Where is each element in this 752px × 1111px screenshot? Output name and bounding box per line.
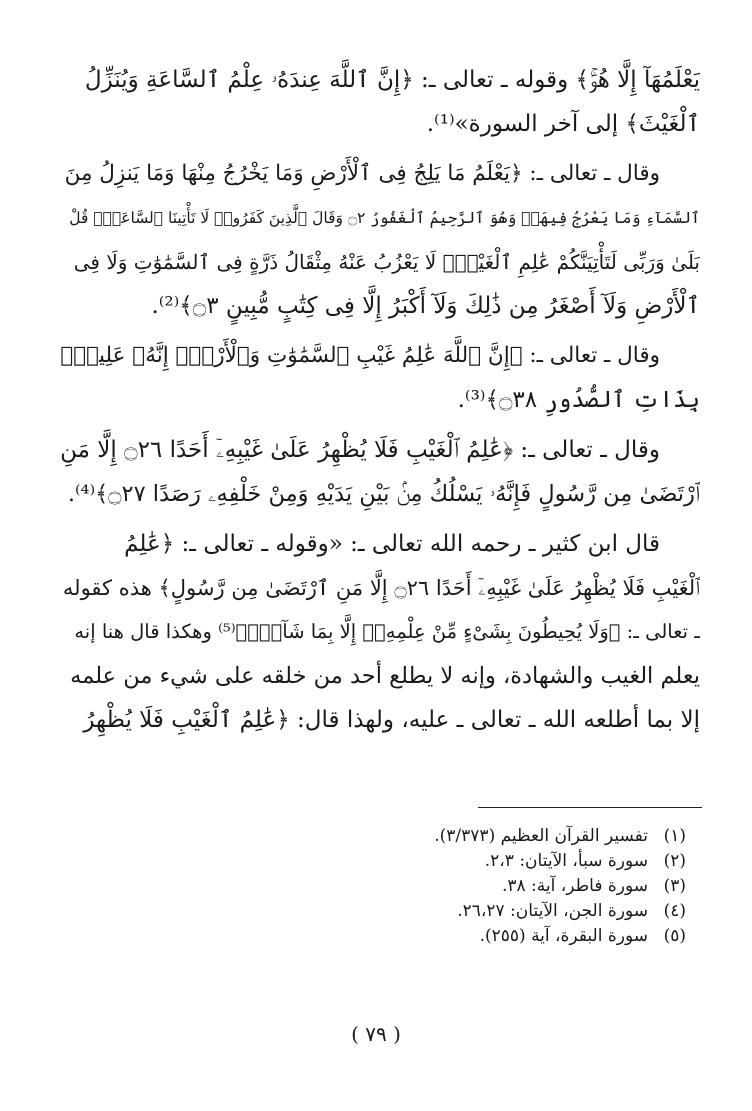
text-line: ٱرْتَضَىٰ مِن رَّسُولٍ فَإِنَّهُۥ يَسْلُكُ مِنۢ بَيْنِ يَدَيْهِ وَمِنْ خَلْفِهِۦ رَصَدًا ۝٢٧﴾⁽⁴⁾. [67, 481, 700, 507]
page-number: ( ٧٩ ) [351, 1022, 401, 1046]
text-line: بَلَىٰ وَرَبِّى لَتَأْتِيَنَّكُمْ عَٰلِمِ ٱلْغَيْبِۖ لَا يَعْزُبُ عَنْهُ مِثْقَالُ ذَرَّةٍ فِى ٱلسَّمَٰوَٰتِ وَلَا فِى [73, 250, 700, 274]
text-line: ٱلْغَيْبِ فَلَا يُظْهِرُ عَلَىٰ غَيْبِهِۦٓ أَحَدًا ۝٢٦ إِلَّا مَنِ ٱرْتَضَىٰ مِن رَّسُولٍ﴾ هذه كقوله [62, 576, 700, 600]
text-line: ٱلسَّمَآءِ وَمَا يَعْرُجُ فِيهَاۚ وَهُوَ ٱلرَّحِيمُ ٱلْغَفُورُ ۝٢ وَقَالَ ٱلَّذِينَ كَفَرُوا۟ لَا تَأْتِينَا ٱلسَّاعَةُۖ قُلْ [69, 209, 700, 227]
footnote-text: سورة فاطر، آية: ٣٨. [501, 876, 648, 896]
text-line: يعلم الغيب والشهادة، وإنه لا يطلع أحد من خلقه على شيء من علمه [70, 663, 700, 689]
footnote-number: (٢) [663, 851, 686, 871]
footnote-item [60, 924, 700, 949]
paragraph-3 [60, 334, 700, 422]
footnote-text: سورة البقرة، آية (٢٥٥). [479, 926, 648, 946]
text-line: بِذَاتِ ٱلصُّدُورِ ۝٣٨﴾⁽³⁾. [457, 387, 700, 413]
footnote-number: (٤) [663, 901, 686, 921]
text-line: إلا بما أطلعه الله ـ تعالى ـ عليه، ولهذا قال: ﴿عَٰلِمُ ٱلْغَيْبِ فَلَا يُظْهِرُ [83, 707, 700, 733]
text-line: ٱلْأَرْضِ وَلَآ أَصْغَرُ مِن ذَٰلِكَ وَلَآ أَكْبَرُ إِلَّا فِى كِتَٰبٍ مُّبِينٍ ۝٣﴾⁽²⁾. [151, 293, 700, 319]
footnote-divider [478, 807, 702, 808]
footnote-text: سورة الجن، الآيتان: ٢٦،٢٧. [457, 901, 648, 921]
paragraph-5 [60, 522, 700, 742]
text-line: وقال ـ تعالى ـ: ﴿إِنَّ ٱللَّهَ عَٰلِمُ غَيْبِ ٱلسَّمَٰوَٰتِ وَٱلْأَرْضِۚ إِنَّهُۥ عَلِيمٌۢ [60, 343, 660, 368]
footnote-item [60, 899, 700, 924]
footnotes-list [60, 824, 700, 949]
paragraph-2 [60, 152, 700, 328]
footnote-item [60, 874, 700, 899]
text-line: ـ تعالى ـ: ﴿وَلَا يُحِيطُونَ بِشَىْءٍ مِّنْ عِلْمِهِۦٓ إِلَّا بِمَا شَآءَۚ﴾⁽⁵⁾ وهكذا قال هنا إنه [74, 620, 700, 643]
paragraph-1 [60, 58, 700, 146]
footnote-item [60, 849, 700, 874]
footnote-number: (٥) [663, 926, 686, 946]
text-line: قال ابن كثير ـ رحمه الله تعالى ـ: «وقوله ـ تعالى ـ: ﴿عَٰلِمُ [124, 531, 660, 557]
text-line: ٱلْغَيْثَ﴾ إلى آخر السورة»⁽¹⁾. [426, 111, 700, 137]
footnote-text: سورة سبأ، الآيتان: ٢،٣. [484, 851, 648, 871]
footnote-number: (٣) [663, 876, 686, 896]
page-body [60, 58, 700, 748]
paragraph-4 [60, 428, 700, 516]
footnote-item [60, 824, 700, 849]
text-line: يَعْلَمُهَآ إِلَّا هُوَۚ﴾ وقوله ـ تعالى ـ: ﴿إِنَّ ٱللَّهَ عِندَهُۥ عِلْمُ ٱلسَّاعَةِ وَيُنَزِّلُ [84, 67, 700, 93]
text-line: وقال ـ تعالى ـ: ﴿عَٰلِمُ ٱلْغَيْبِ فَلَا يُظْهِرُ عَلَىٰ غَيْبِهِۦٓ أَحَدًا ۝٢٦ إِلَّا مَنِ [60, 437, 660, 463]
text-line: وقال ـ تعالى ـ: ﴿يَعْلَمُ مَا يَلِجُ فِى ٱلْأَرْضِ وَمَا يَخْرُجُ مِنْهَا وَمَا يَنزِلُ مِنَ [64, 161, 660, 186]
footnote-number: (١) [663, 826, 686, 846]
footnote-text: تفسير القرآن العظيم (٣/٣٧٣). [434, 826, 648, 846]
